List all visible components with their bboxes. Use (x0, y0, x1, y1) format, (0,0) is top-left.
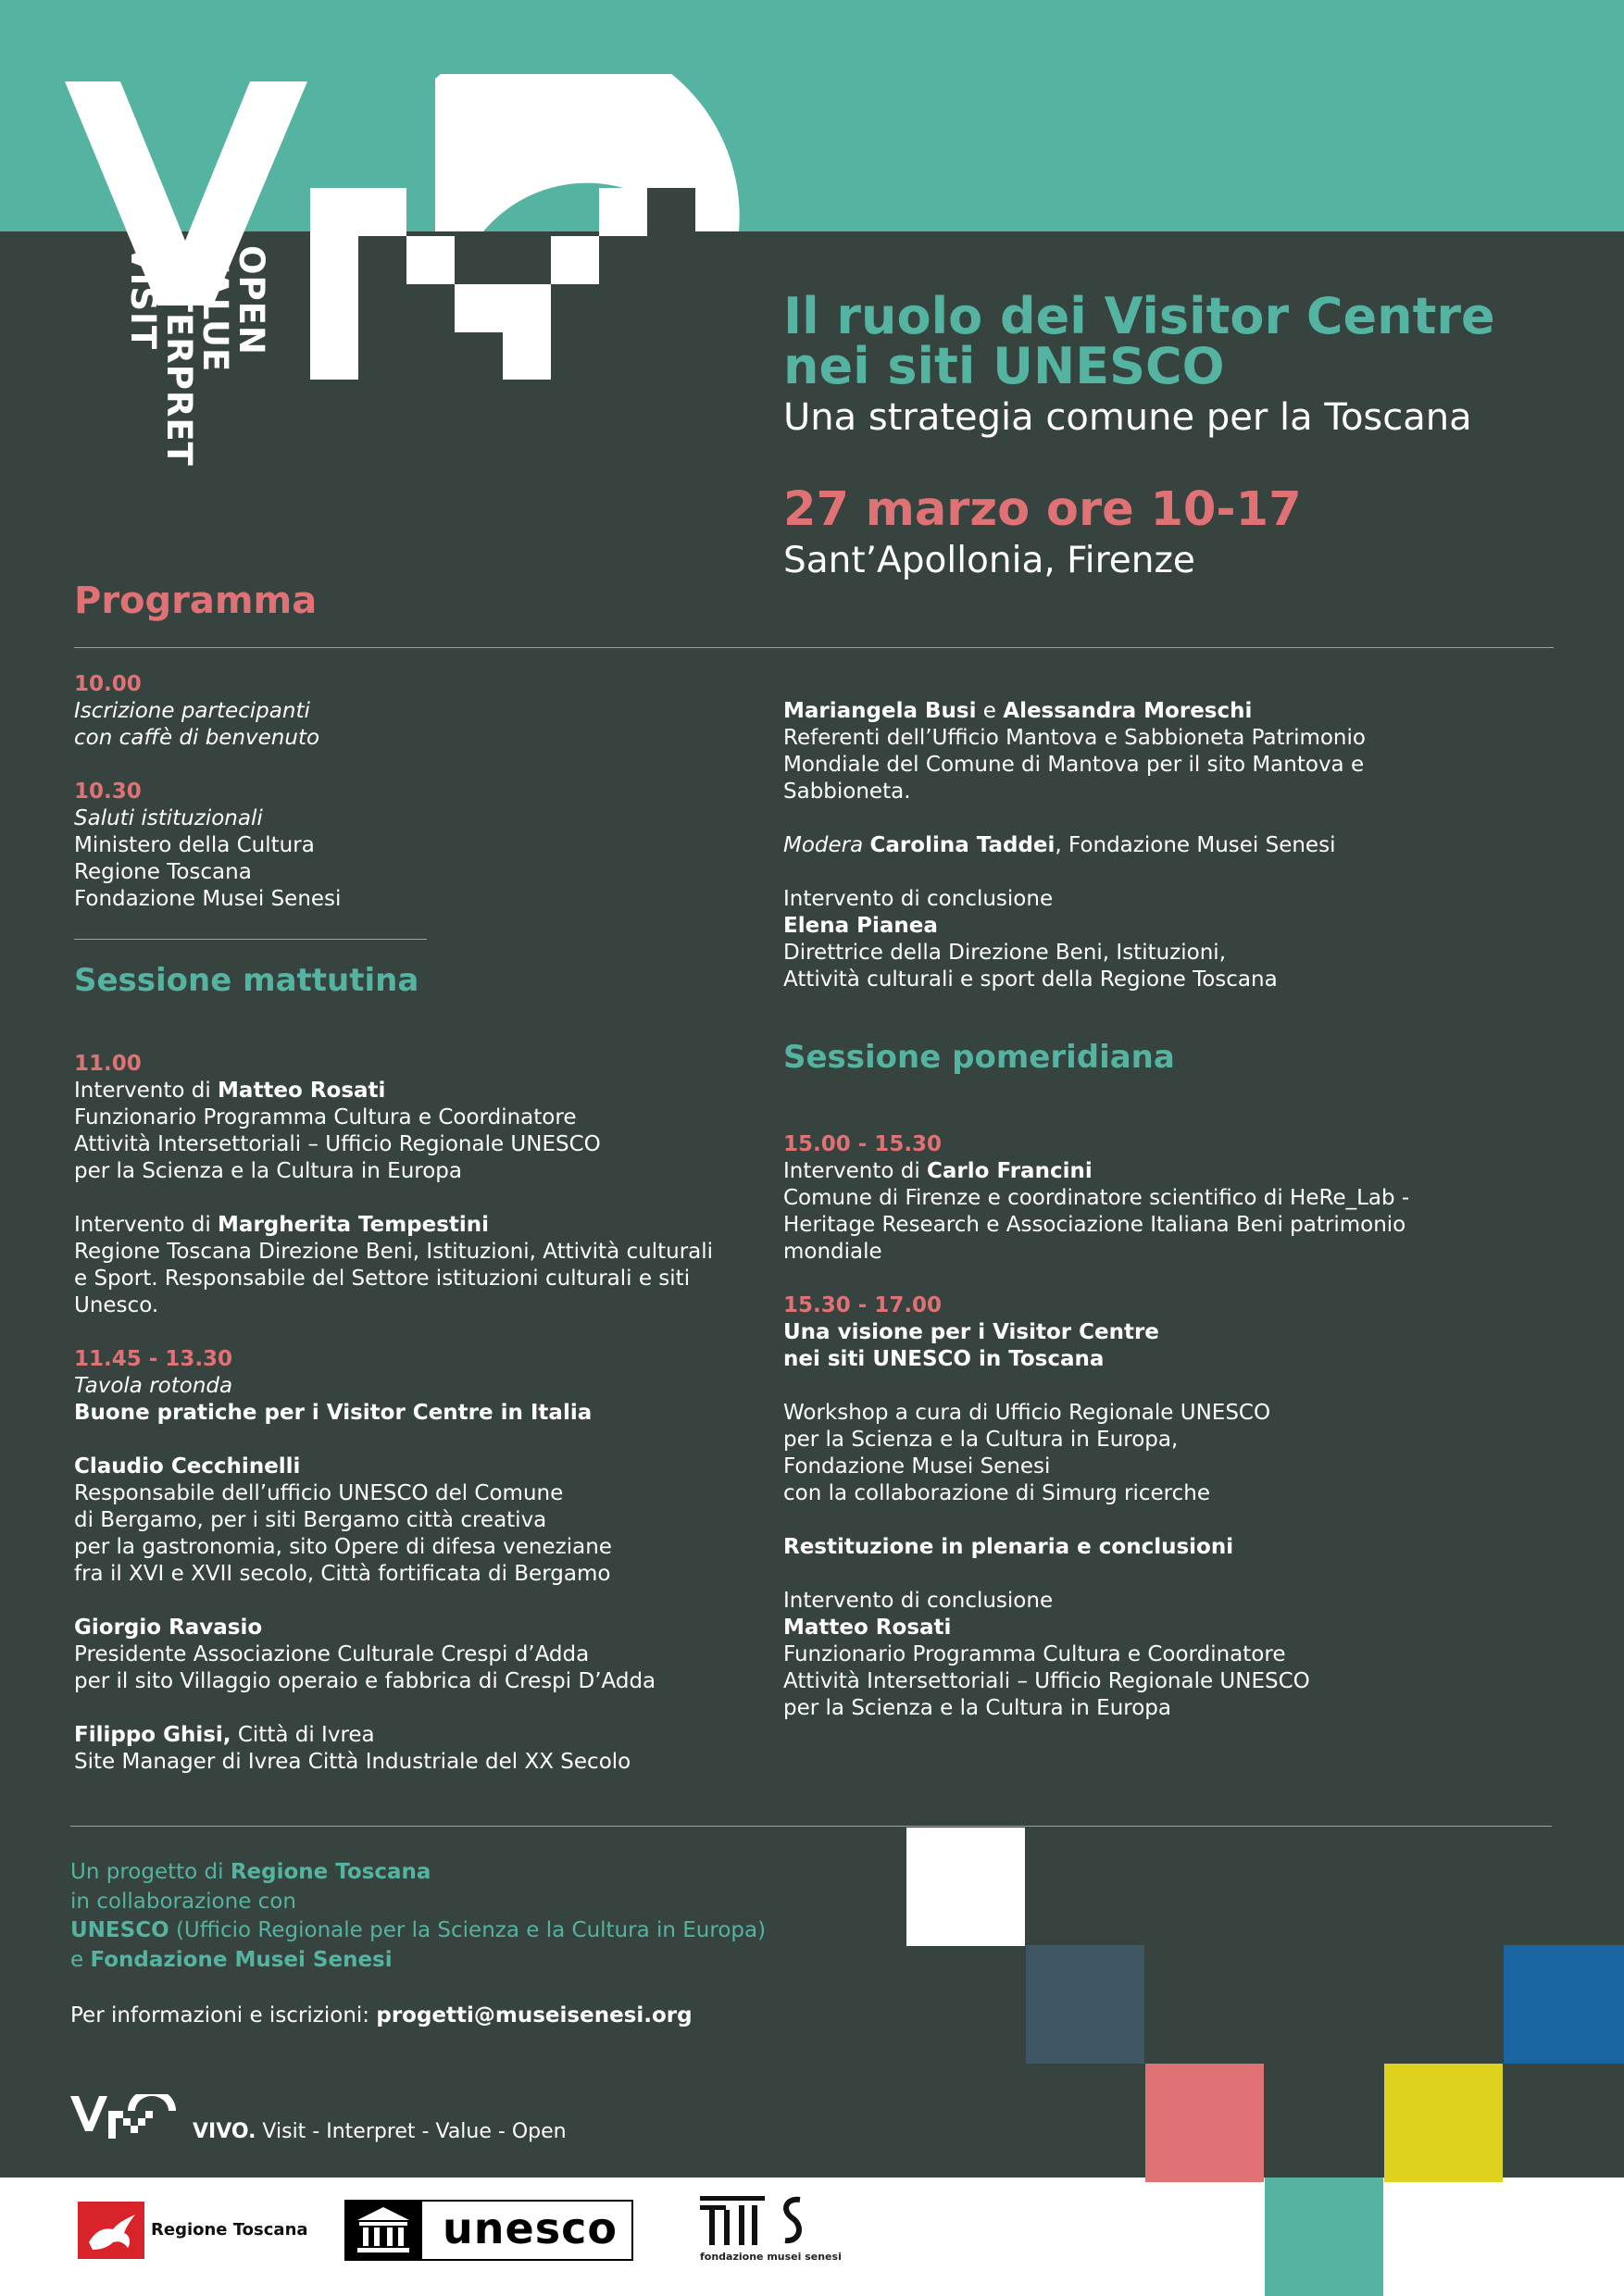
agenda-item-cecchinelli: Claudio Cecchinelli Responsabile dell’ufficio UNESCO del Comune di Bergamo, per i siti Bergamo città creativa per la gastronomia, sito Opere di difesa veneziane fra il XVI e XVII secolo, Città fortificata di Bergamo (74, 1454, 612, 1586)
deco-square-yellow (1384, 2064, 1503, 2182)
agenda-item-pianea: Intervento di conclusione Elena Pianea Direttrice della Direzione Beni, Istituzioni, Attività culturali e sport della Regione Toscana (783, 887, 1278, 992)
program-heading: Programma (74, 580, 318, 622)
program-divider (74, 647, 1554, 648)
session-morning-heading: Sessione mattutina (74, 962, 419, 999)
logo-vertical-words (125, 245, 269, 467)
fondazione-musei-senesi-logo-icon (700, 2196, 830, 2248)
credits: Un progetto di Regione Toscana in collaborazione con UNESCO (Ufficio Regionale per la Scienza e la Cultura in Europa) e Fondazione Musei Senesi (70, 1860, 767, 1972)
deco-square-white (906, 1828, 1025, 1946)
contact-email-link[interactable]: progetti@museisenesi.org (376, 2003, 693, 2028)
logo-word-interpret: INTERPRET (159, 245, 199, 467)
logo-word-visit: VISIT (123, 245, 163, 351)
unesco-wordmark: unesco (443, 2203, 618, 2253)
agenda-item-1000: 10.00 Iscrizione partecipanti con caffè di benvenuto (74, 671, 759, 752)
session-divider (74, 939, 427, 940)
agenda-item-1145: 11.45 - 13.30 Tavola rotonda Buone pratiche per i Visitor Centre in Italia (74, 1347, 593, 1425)
agenda-item-1530: 15.30 - 17.00 Una visione per i Visitor Centre nei siti UNESCO in Toscana (783, 1293, 1159, 1371)
agenda-item-ravasio: Giorgio Ravasio Presidente Associazione Culturale Crespi d’Adda per il sito Villaggio operaio e fabbrica di Crespi D’Adda (74, 1616, 656, 1693)
title-line-1: Il ruolo dei Visitor Centre (783, 287, 1495, 345)
right-column (783, 698, 1524, 1020)
deco-square-teal (1265, 2177, 1383, 2296)
event-title (783, 287, 1598, 395)
agenda-item-1500: 15.00 - 15.30 Intervento di Carlo Francini Comune di Firenze e coordinatore scientifico di HeRe_Lab - Heritage Research e Associazione Italiana Beni patrimonio mondiale (783, 1132, 1410, 1264)
vivo-small-logo-icon (70, 2094, 180, 2140)
fms-sub-label: fondazione musei senesi (700, 2251, 842, 2263)
agenda-item-workshop: Workshop a cura di Ufficio Regionale UNESCO per la Scienza e la Cultura in Europa, Fondazione Musei Senesi con la collaborazione di Simurg ricerche (783, 1401, 1271, 1505)
agenda-time: 10.00 (74, 672, 142, 696)
vivo-tagline: VIVO. Visit - Interpret - Value - Open (193, 2120, 567, 2143)
event-venue: Sant’Apollonia, Firenze (783, 540, 1195, 581)
left-column (74, 671, 759, 940)
deco-square-coral (1145, 2064, 1264, 2182)
regione-toscana-pegasus-icon (78, 2202, 144, 2259)
footer-divider (70, 1826, 1552, 1827)
deco-square-blue (1504, 1945, 1624, 2064)
unesco-temple-icon (344, 2200, 422, 2261)
event-date: 27 marzo ore 10-17 (783, 482, 1302, 537)
session-afternoon-heading: Sessione pomeridiana (783, 1039, 1175, 1076)
agenda-item-tempestini: Intervento di Margherita Tempestini Regione Toscana Direzione Beni, Istituzioni, Attività culturali e Sport. Responsabile del Settore istituzioni culturali e siti Unesco. (74, 1213, 714, 1317)
event-subtitle: Una strategia comune per la Toscana (783, 396, 1472, 439)
logo-word-value: VALUE (195, 245, 235, 373)
contact-info: Per informazioni e iscrizioni: progetti@museisenesi.org (70, 2003, 693, 2028)
regione-toscana-label: Regione Toscana (151, 2220, 308, 2240)
logo-word-open: OPEN (231, 245, 271, 356)
agenda-item-ghisi: Filippo Ghisi, Città di Ivrea Site Manager di Ivrea Città Industriale del XX Secolo (74, 1723, 631, 1774)
right-column-sessions (783, 1131, 1543, 1749)
deco-square-slate (1026, 1945, 1144, 2064)
agenda-item-1100: 11.00 Intervento di Matteo Rosati Funzionario Programma Cultura e Coordinatore Attività Intersettoriali – Ufficio Regionale UNESCO per la Scienza e la Cultura in Europa (74, 1052, 601, 1183)
agenda-time: 10.30 (74, 780, 142, 804)
agenda-item-busi-moreschi: Mariangela Busi e Alessandra Moreschi Referenti dell’Ufficio Mantova e Sabbioneta Patrimonio Mondiale del Comune di Mantova per il sito Mantova e Sabbioneta. (783, 699, 1366, 804)
agenda-item-moderator: Modera Carolina Taddei, Fondazione Musei Senesi (783, 833, 1336, 857)
left-column-sessions (74, 1051, 778, 1803)
agenda-item-1030: 10.30 Saluti istituzionali Ministero della Cultura Regione Toscana Fondazione Musei Senesi (74, 779, 759, 913)
title-line-2: nei siti UNESCO (783, 337, 1225, 395)
agenda-item-restituzione: Restituzione in plenaria e conclusioni (783, 1535, 1234, 1559)
agenda-item-conclusion: Intervento di conclusione Matteo Rosati Funzionario Programma Cultura e Coordinatore Attività Intersettoriali – Ufficio Regionale UNESCO per la Scienza e la Cultura in Europa (783, 1589, 1310, 1720)
